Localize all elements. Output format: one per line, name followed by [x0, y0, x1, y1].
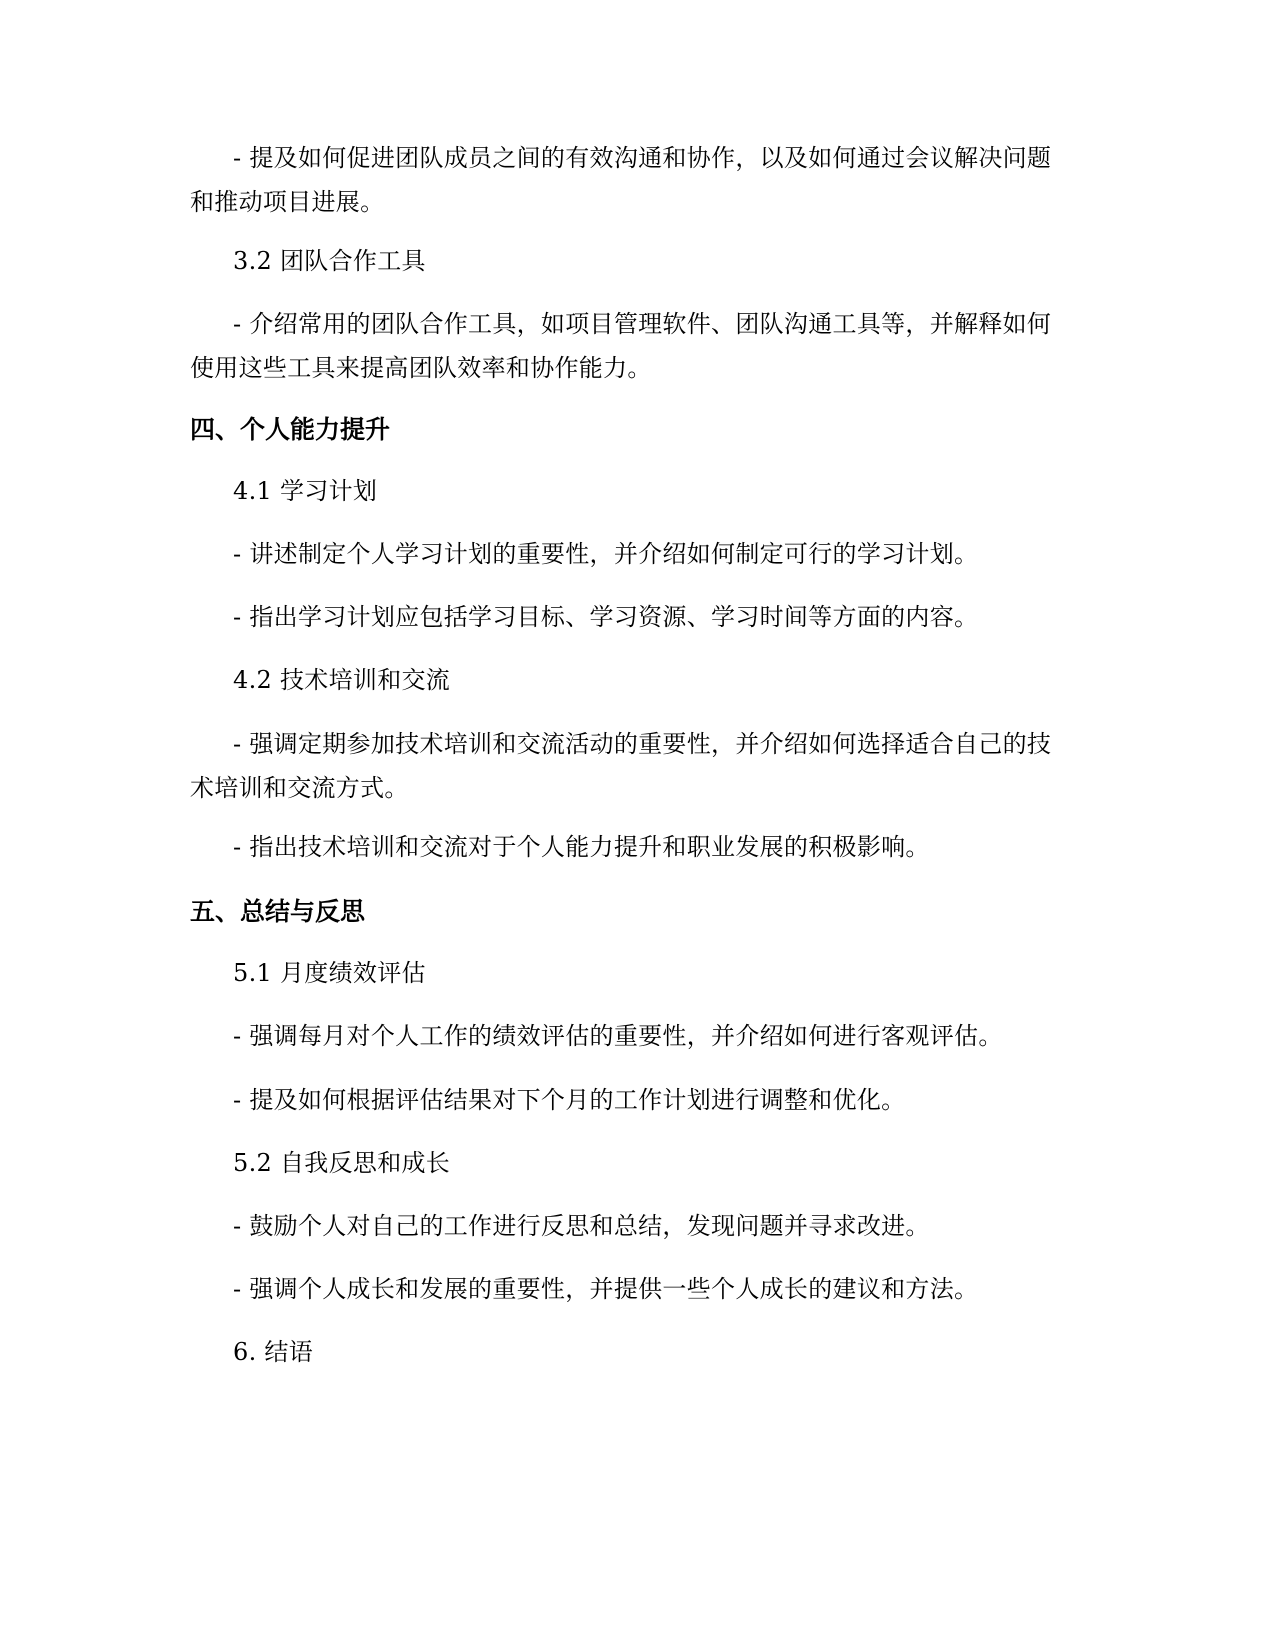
paragraph-evaluation-1: - 强调每月对个人工作的绩效评估的重要性，并介绍如何进行客观评估。	[233, 1022, 1003, 1050]
paragraph-learning-plan-2: - 指出学习计划应包括学习目标、学习资源、学习时间等方面的内容。	[233, 603, 979, 631]
section-heading-4: 四、个人能力提升	[190, 415, 391, 444]
paragraph-team-tools: - 介绍常用的团队合作工具，如项目管理软件、团队沟通工具等，并解释如何使用这些工具来提高团队效率和协作能力。	[190, 310, 1052, 382]
paragraph-training-1: - 强调定期参加技术培训和交流活动的重要性，并介绍如何选择适合自己的技术培训和交流方式。	[190, 730, 1052, 802]
paragraph-training-2: - 指出技术培训和交流对于个人能力提升和职业发展的积极影响。	[233, 833, 930, 861]
subheading-4-2: 4.2 技术培训和交流	[233, 666, 451, 694]
paragraph-reflection-2: - 强调个人成长和发展的重要性，并提供一些个人成长的建议和方法。	[233, 1275, 979, 1303]
subheading-6: 6. 结语	[233, 1338, 314, 1366]
paragraph-learning-plan-1: - 讲述制定个人学习计划的重要性，并介绍如何制定可行的学习计划。	[233, 540, 979, 568]
paragraph-reflection-1: - 鼓励个人对自己的工作进行反思和总结，发现问题并寻求改进。	[233, 1212, 930, 1240]
paragraph-evaluation-2: - 提及如何根据评估结果对下个月的工作计划进行调整和优化。	[233, 1086, 906, 1114]
subheading-4-1: 4.1 学习计划	[233, 477, 378, 505]
subheading-5-1: 5.1 月度绩效评估	[233, 959, 426, 987]
paragraph-team-communication: - 提及如何促进团队成员之间的有效沟通和协作，以及如何通过会议解决问题和推动项目进展。	[190, 144, 1052, 216]
section-heading-5: 五、总结与反思	[190, 897, 366, 926]
subheading-3-2: 3.2 团队合作工具	[233, 247, 426, 275]
subheading-5-2: 5.2 自我反思和成长	[233, 1149, 451, 1177]
